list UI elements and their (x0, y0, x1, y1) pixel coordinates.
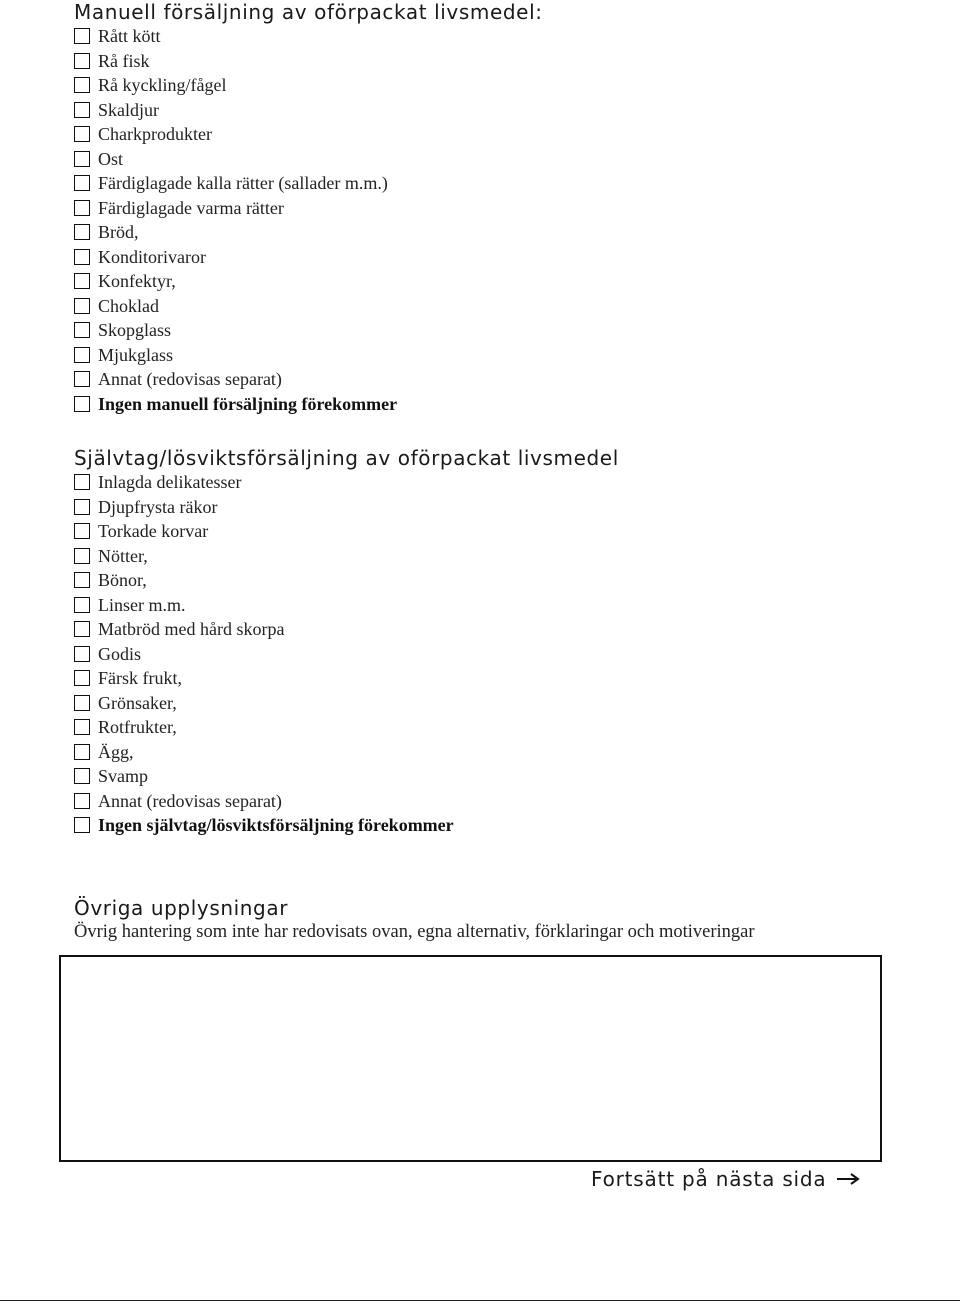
manual-sales-checklist (74, 24, 397, 416)
checklist-item[interactable] (74, 318, 397, 343)
checkbox[interactable] (74, 175, 90, 191)
checkbox-label: Inlagda delikatesser (98, 472, 242, 493)
checkbox[interactable] (74, 322, 90, 338)
checklist-item[interactable] (74, 343, 397, 368)
checklist-item[interactable] (74, 171, 397, 196)
checkbox[interactable] (74, 548, 90, 564)
checklist-item[interactable] (74, 519, 454, 544)
checkbox-label: Rått kött (98, 26, 161, 47)
other-info-textarea[interactable] (59, 955, 882, 1162)
checkbox-label: Nötter, (98, 545, 148, 566)
checkbox[interactable] (74, 621, 90, 637)
checkbox[interactable] (74, 273, 90, 289)
checkbox-label: Mjukglass (98, 344, 174, 365)
checklist-item[interactable] (74, 617, 454, 642)
checklist-item[interactable] (74, 691, 454, 716)
checkbox[interactable] (74, 151, 90, 167)
checkbox[interactable] (74, 249, 90, 265)
checklist-item[interactable] (74, 642, 454, 667)
checkbox-label: Godis (98, 643, 142, 664)
section-other-description: Övrig hantering som inte har redovisats ovan, egna alternativ, förklaringar och motiveringar (74, 922, 755, 942)
checklist-item[interactable] (74, 245, 397, 270)
checklist-item[interactable] (74, 294, 397, 319)
checkbox[interactable] (74, 670, 90, 686)
checkbox-label: Ost (98, 148, 124, 169)
checkbox-label: Konditorivaror (98, 246, 206, 267)
checkbox[interactable] (74, 396, 90, 412)
checkbox[interactable] (74, 224, 90, 240)
section-manual-title: Manuell försäljning av oförpackat livsmedel: (74, 0, 543, 24)
checklist-item[interactable] (74, 593, 454, 618)
checkbox-label: Bönor, (98, 570, 147, 591)
checkbox[interactable] (74, 744, 90, 760)
checkbox-label: Rotfrukter, (98, 717, 177, 738)
checkbox-label: Choklad (98, 295, 159, 316)
checkbox[interactable] (74, 474, 90, 490)
checklist-item-none[interactable] (74, 813, 454, 838)
section-other-title: Övriga upplysningar (74, 896, 289, 920)
checkbox-label: Djupfrysta räkor (98, 496, 218, 517)
checkbox-label: Ingen manuell försäljning förekommer (98, 393, 398, 414)
checkbox[interactable] (74, 200, 90, 216)
checkbox[interactable] (74, 572, 90, 588)
checklist-item[interactable] (74, 789, 454, 814)
checkbox-label: Grönsaker, (98, 692, 177, 713)
checkbox-label: Bröd, (98, 222, 139, 243)
checkbox-label: Linser m.m. (98, 594, 186, 615)
checkbox-label: Annat (redovisas separat) (98, 790, 282, 811)
checkbox-label: Ingen självtag/lösviktsförsäljning förekommer (98, 815, 454, 836)
checklist-item[interactable] (74, 495, 454, 520)
footer-divider (0, 1300, 960, 1301)
section-self-title: Självtag/lösviktsförsäljning av oförpackat livsmedel (74, 446, 619, 470)
checkbox-label: Färdiglagade kalla rätter (sallader m.m.) (98, 173, 388, 194)
checkbox-label: Annat (redovisas separat) (98, 369, 282, 390)
checkbox[interactable] (74, 102, 90, 118)
checklist-item[interactable] (74, 49, 397, 74)
checkbox[interactable] (74, 719, 90, 735)
checklist-item[interactable] (74, 715, 454, 740)
checkbox[interactable] (74, 371, 90, 387)
checkbox-label: Torkade korvar (98, 521, 209, 542)
checkbox[interactable] (74, 28, 90, 44)
arrow-right-icon (836, 1173, 860, 1185)
self-service-checklist (74, 470, 454, 838)
checkbox[interactable] (74, 817, 90, 833)
continue-next-page (591, 1166, 860, 1192)
checklist-item[interactable] (74, 367, 397, 392)
checkbox-label: Färsk frukt, (98, 668, 182, 689)
checklist-item[interactable] (74, 73, 397, 98)
checklist-item[interactable] (74, 269, 397, 294)
checklist-item[interactable] (74, 122, 397, 147)
checkbox-label: Skaldjur (98, 99, 159, 120)
checkbox-label: Matbröd med hård skorpa (98, 619, 285, 640)
checklist-item[interactable] (74, 196, 397, 221)
checklist-item-none[interactable] (74, 392, 397, 417)
checkbox[interactable] (74, 126, 90, 142)
checkbox-label: Rå kyckling/fågel (98, 75, 227, 96)
checkbox[interactable] (74, 695, 90, 711)
checkbox[interactable] (74, 347, 90, 363)
checkbox[interactable] (74, 597, 90, 613)
checkbox-label: Svamp (98, 766, 149, 787)
checklist-item[interactable] (74, 24, 397, 49)
checkbox[interactable] (74, 77, 90, 93)
checkbox-label: Ägg, (98, 741, 134, 762)
checkbox[interactable] (74, 793, 90, 809)
checkbox-label: Skopglass (98, 320, 172, 341)
checkbox-label: Rå fisk (98, 50, 150, 71)
checkbox[interactable] (74, 499, 90, 515)
checkbox-label: Färdiglagade varma rätter (98, 197, 284, 218)
checklist-item[interactable] (74, 98, 397, 123)
checklist-item[interactable] (74, 764, 454, 789)
checklist-item[interactable] (74, 568, 454, 593)
checklist-item[interactable] (74, 147, 397, 172)
checkbox[interactable] (74, 768, 90, 784)
checkbox-label: Charkprodukter (98, 124, 212, 145)
checklist-item[interactable] (74, 220, 397, 245)
continue-label: Fortsätt på nästa sida (591, 1167, 827, 1191)
checklist-item[interactable] (74, 666, 454, 691)
checkbox[interactable] (74, 53, 90, 69)
checklist-item[interactable] (74, 470, 454, 495)
checkbox[interactable] (74, 523, 90, 539)
checklist-item[interactable] (74, 740, 454, 765)
checkbox[interactable] (74, 298, 90, 314)
checkbox[interactable] (74, 646, 90, 662)
checklist-item[interactable] (74, 544, 454, 569)
checkbox-label: Konfektyr, (98, 271, 176, 292)
